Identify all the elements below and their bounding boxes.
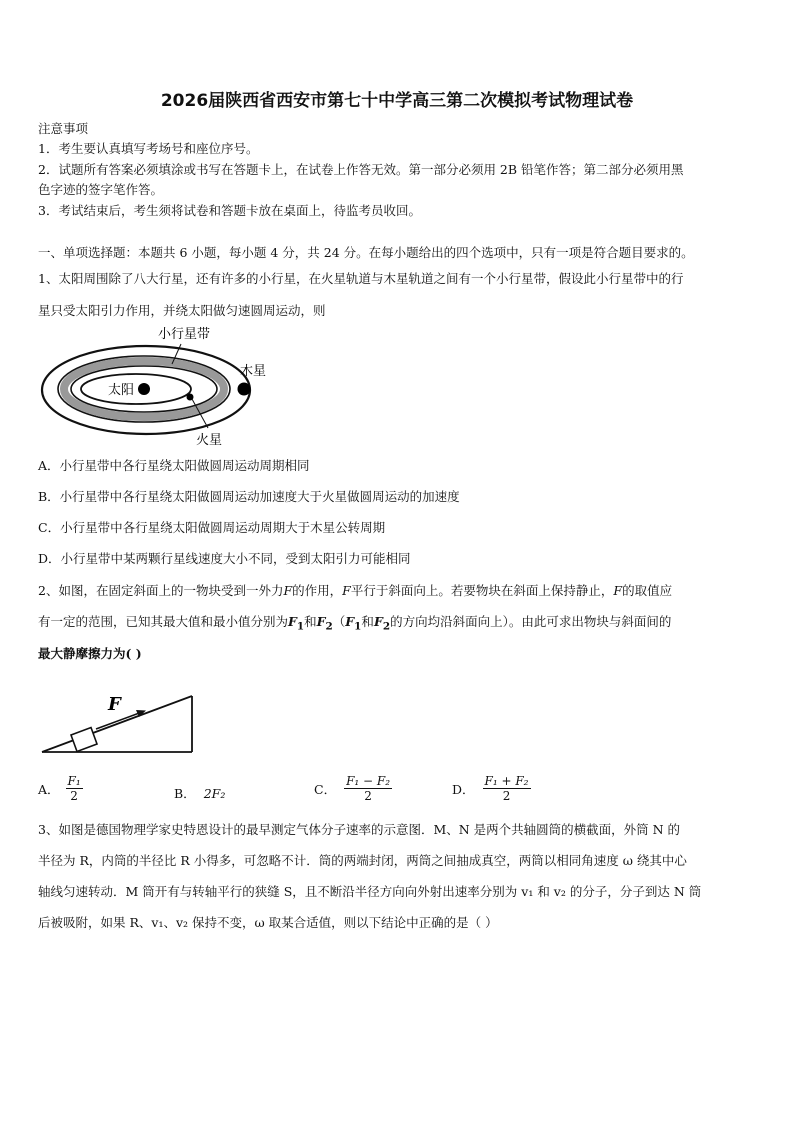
notice-item: 1．考生要认真填写考场号和座位序号。 xyxy=(38,141,259,156)
incline-diagram xyxy=(38,686,198,758)
block xyxy=(71,728,97,752)
notice-item: 色字迹的签字笔作答。 xyxy=(38,182,164,197)
option-label: A． xyxy=(38,781,60,797)
belt-label: 小行星带 xyxy=(158,327,211,342)
fraction: $\frac{\text{F₁ + F₂}}{2}$ xyxy=(484,774,529,803)
option-d: D．小行星带中某两颗行星线速度大小不同，受到太阳引力可能相同 xyxy=(38,551,411,566)
notice-heading: 注意事项 xyxy=(38,121,89,136)
jupiter-label: 木星 xyxy=(240,364,267,379)
option-b: B．小行星带中各行星绕太阳做圆周运动加速度大于火星做圆周运动的加速度 xyxy=(38,489,460,504)
option-a: A．小行星带中各行星绕太阳做圆周运动周期相同 xyxy=(38,458,310,473)
option-d xyxy=(452,774,531,803)
section-heading: 一、单项选择题：本题共 6 小题，每小题 4 分，共 24 分。在每小题给出的四个选项中，只有一项是符合题目要求的。 xyxy=(38,245,694,260)
notice-item: 2．试题所有答案必须填涂或书写在答题卡上，在试卷上作答无效。第一部分必须用 2B 铅笔作答；第二部分必须用黑 xyxy=(38,162,684,177)
sun-dot xyxy=(138,383,150,395)
orbit-diagram xyxy=(36,322,276,450)
question-3-text: 后被吸附，如果 R、v₁、v₂ 保持不变，ω 取某合适值，则以下结论中正确的是（ ） xyxy=(38,915,498,930)
option-c xyxy=(314,774,392,803)
fraction: $\frac{\text{F₁ − F₂}}{2}$ xyxy=(346,774,391,803)
option-c: C．小行星带中各行星绕太阳做圆周运动周期大于木星公转周期 xyxy=(38,520,386,535)
option-b: B． 2F₂ xyxy=(174,786,226,801)
page-title: 2026届陕西省西安市第七十中学高三第二次模拟考试物理试卷 xyxy=(160,91,634,111)
notice-item: 3．考试结束后，考生须将试卷和答题卡放在桌面上，待监考员收回。 xyxy=(38,203,421,218)
question-2-line-1: 2、如图，在固定斜面上的一物块受到一外力F的作用，F平行于斜面向上。若要物块在斜面上保持静止，F的取值应 xyxy=(38,583,673,598)
option-label: D． xyxy=(452,781,475,797)
question-3-text: 半径为 R，内筒的半径比 R 小得多，可忽略不计．筒的两端封闭，两筒之间抽成真空，两筒以相同角速度 ω 绕其中心 xyxy=(38,853,687,868)
question-2-line-2: 有一定的范围，已知其最大值和最小值分别为$F_1$和$F_2(F_1$和$F_2$的方向均沿斜面向上）。由此可求出物块与斜面间的 xyxy=(38,614,672,633)
option-a xyxy=(38,774,83,803)
question-1-text: 星只受太阳引力作用，并绕太阳做匀速圆周运动，则 xyxy=(38,303,326,318)
question-3-text: 3、如图是德国物理学家史特恩设计的最早测定气体分子速率的示意图．M、N 是两个共轴圆筒的横截面，外筒 N 的 xyxy=(38,822,681,837)
jupiter-dot xyxy=(238,383,251,396)
force-label: F xyxy=(108,694,121,715)
sun-label: 太阳 xyxy=(108,383,135,398)
question-3-text: 轴线匀速转动．M 筒开有与转轴平行的狭缝 S，且不断沿半径方向向外射出速率分别为 v₁ 和 v₂ 的分子，分子到达 N 筒 xyxy=(38,884,702,899)
option-label: C． xyxy=(314,781,337,797)
question-2-line-3: 最大静摩擦力为( ) xyxy=(38,646,142,661)
fraction: $\frac{\text{F₁}}{2}$ xyxy=(67,774,81,803)
question-1-text: 1、太阳周围除了八大行星，还有许多的小行星，在火星轨道与木星轨道之间有一个小行星带，假设此小行星带中的行 xyxy=(38,271,684,286)
mars-label: 火星 xyxy=(196,433,223,448)
mars-orbit xyxy=(81,374,191,404)
